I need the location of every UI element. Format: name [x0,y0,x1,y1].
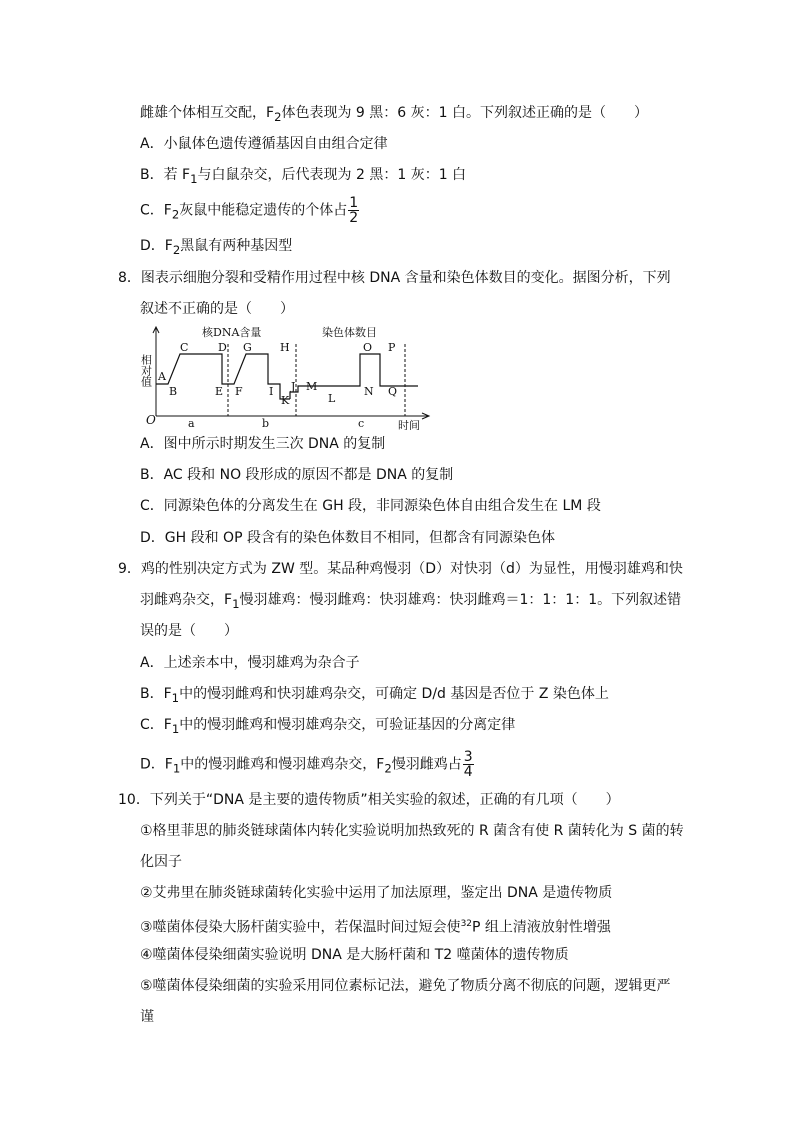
phase-b: b [262,417,270,430]
q7-option-c: C．$F_2$灰鼠中能稳定遗传的个体占 $\frac{1}{2}$ [140,195,359,226]
point-b: B [169,385,178,398]
q8-stem-line1: 8．图表示细胞分裂和受精作用过程中核 DNA 含量和染色体数目的变化。据图分析，下列 [118,270,671,286]
fraction: $\frac{1}{2}$ [349,195,359,226]
q10-statement-1: ①格里菲思的肺炎链球菌体内转化实验说明加热致死的 R 菌含有使 R 菌转化为 S 菌的转 [140,823,684,839]
dna-title: 核DNA含量 [202,326,262,339]
q10-statement-5-cont: 谨 [140,1009,154,1025]
q9-stem-line3: 误的是（ ） [140,623,238,639]
point-f: F [235,385,243,398]
phase-a: a [188,417,195,430]
q8-stem-line2: 叙述不正确的是（ ） [140,301,294,317]
point-o: O [363,341,373,354]
q9-stem-line1: 9．鸡的性别决定方式为 ZW 型。某品种鸡慢羽（D）对快羽（d）为显性，用慢羽雄鸡和快 [118,561,683,577]
q9-option-d: D．$F_1$中的慢羽雌鸡和慢羽雄鸡杂交，$F_2$慢羽雌鸡占 $\frac{3}{4}$ [140,749,473,780]
q10-statement-5: ⑤噬菌体侵染细菌的实验采用同位素标记法，避免了物质分离不彻底的问题，逻辑更严 [140,978,671,994]
q10-statement-2: ②艾弗里在肺炎链球菌转化实验中运用了加法原理，鉴定出 DNA 是遗传物质 [140,885,613,901]
y-axis-label: 相对值 [140,354,153,387]
point-l: L [328,392,336,405]
q10-statement-3: ③噬菌体侵染大肠杆菌实验中，若保温时间过短会使$^{32}$P 组上清液放射性增强 [140,919,611,936]
q8-option-a: A．图中所示时期发生三次 DNA 的复制 [140,436,386,452]
q9-option-c: C．$F_1$中的慢羽雌鸡和慢羽雄鸡杂交，可验证基因的分离定律 [140,717,516,736]
q7-option-d: D．$F_2$黑鼠有两种基因型 [140,238,293,257]
point-j: J [291,380,296,393]
point-d: D [218,341,227,354]
q9-option-a: A．上述亲本中，慢羽雄鸡为杂合子 [140,655,360,671]
point-p: P [388,341,396,354]
point-i: I [269,385,274,398]
point-k: K [281,394,290,407]
q9-option-b: B．$F_1$中的慢羽雌鸡和快羽雄鸡杂交，可确定 D/d 基因是否位于 Z 染色体上 [140,686,609,705]
q7-stem-tail: 雌雄个体相互交配，$F_2$体色表现为 9 黑：6 灰：1 白。下列叙述正确的是（ ） [140,105,649,124]
q10-statement-4: ④噬菌体侵染细菌实验说明 DNA 是大肠杆菌和 T2 噬菌体的遗传物质 [140,947,569,963]
q8-figure [140,324,440,430]
point-h: H [280,341,290,354]
point-n: N [364,385,374,398]
q8-option-d: D．GH 段和 OP 段含有的染色体数目不相同，但都含有同源染色体 [140,530,555,546]
origin-label: O [146,413,156,427]
point-g: G [243,341,252,354]
point-e: E [215,385,224,398]
q10-statement-1-cont: 化因子 [140,854,182,870]
chr-title: 染色体数目 [322,326,377,339]
phase-c: c [358,417,365,430]
point-c: C [180,341,189,354]
point-a: A [158,370,166,383]
q10-stem: 10．下列关于“DNA 是主要的遗传物质”相关实验的叙述，正确的有几项（ ） [118,792,620,808]
point-m: M [306,380,318,393]
q8-option-b: B．AC 段和 NO 段形成的原因不都是 DNA 的复制 [140,467,454,483]
q8-option-c: C．同源染色体的分离发生在 GH 段，非同源染色体自由组合发生在 LM 段 [140,498,601,514]
q7-option-a: A．小鼠体色遗传遵循基因自由组合定律 [140,136,388,152]
q7-option-b: B．若 $F_1$与白鼠杂交，后代表现为 2 黑：1 灰：1 白 [140,167,467,186]
q9-stem-line2: 羽雌鸡杂交，$F_1$慢羽雄鸡：慢羽雌鸡：快羽雄鸡：快羽雌鸡＝1：1：1：1。下列叙述错 [140,592,682,611]
x-axis-label: 时间 [398,419,420,430]
fraction: $\frac{3}{4}$ [463,749,473,780]
point-q: Q [388,385,398,398]
